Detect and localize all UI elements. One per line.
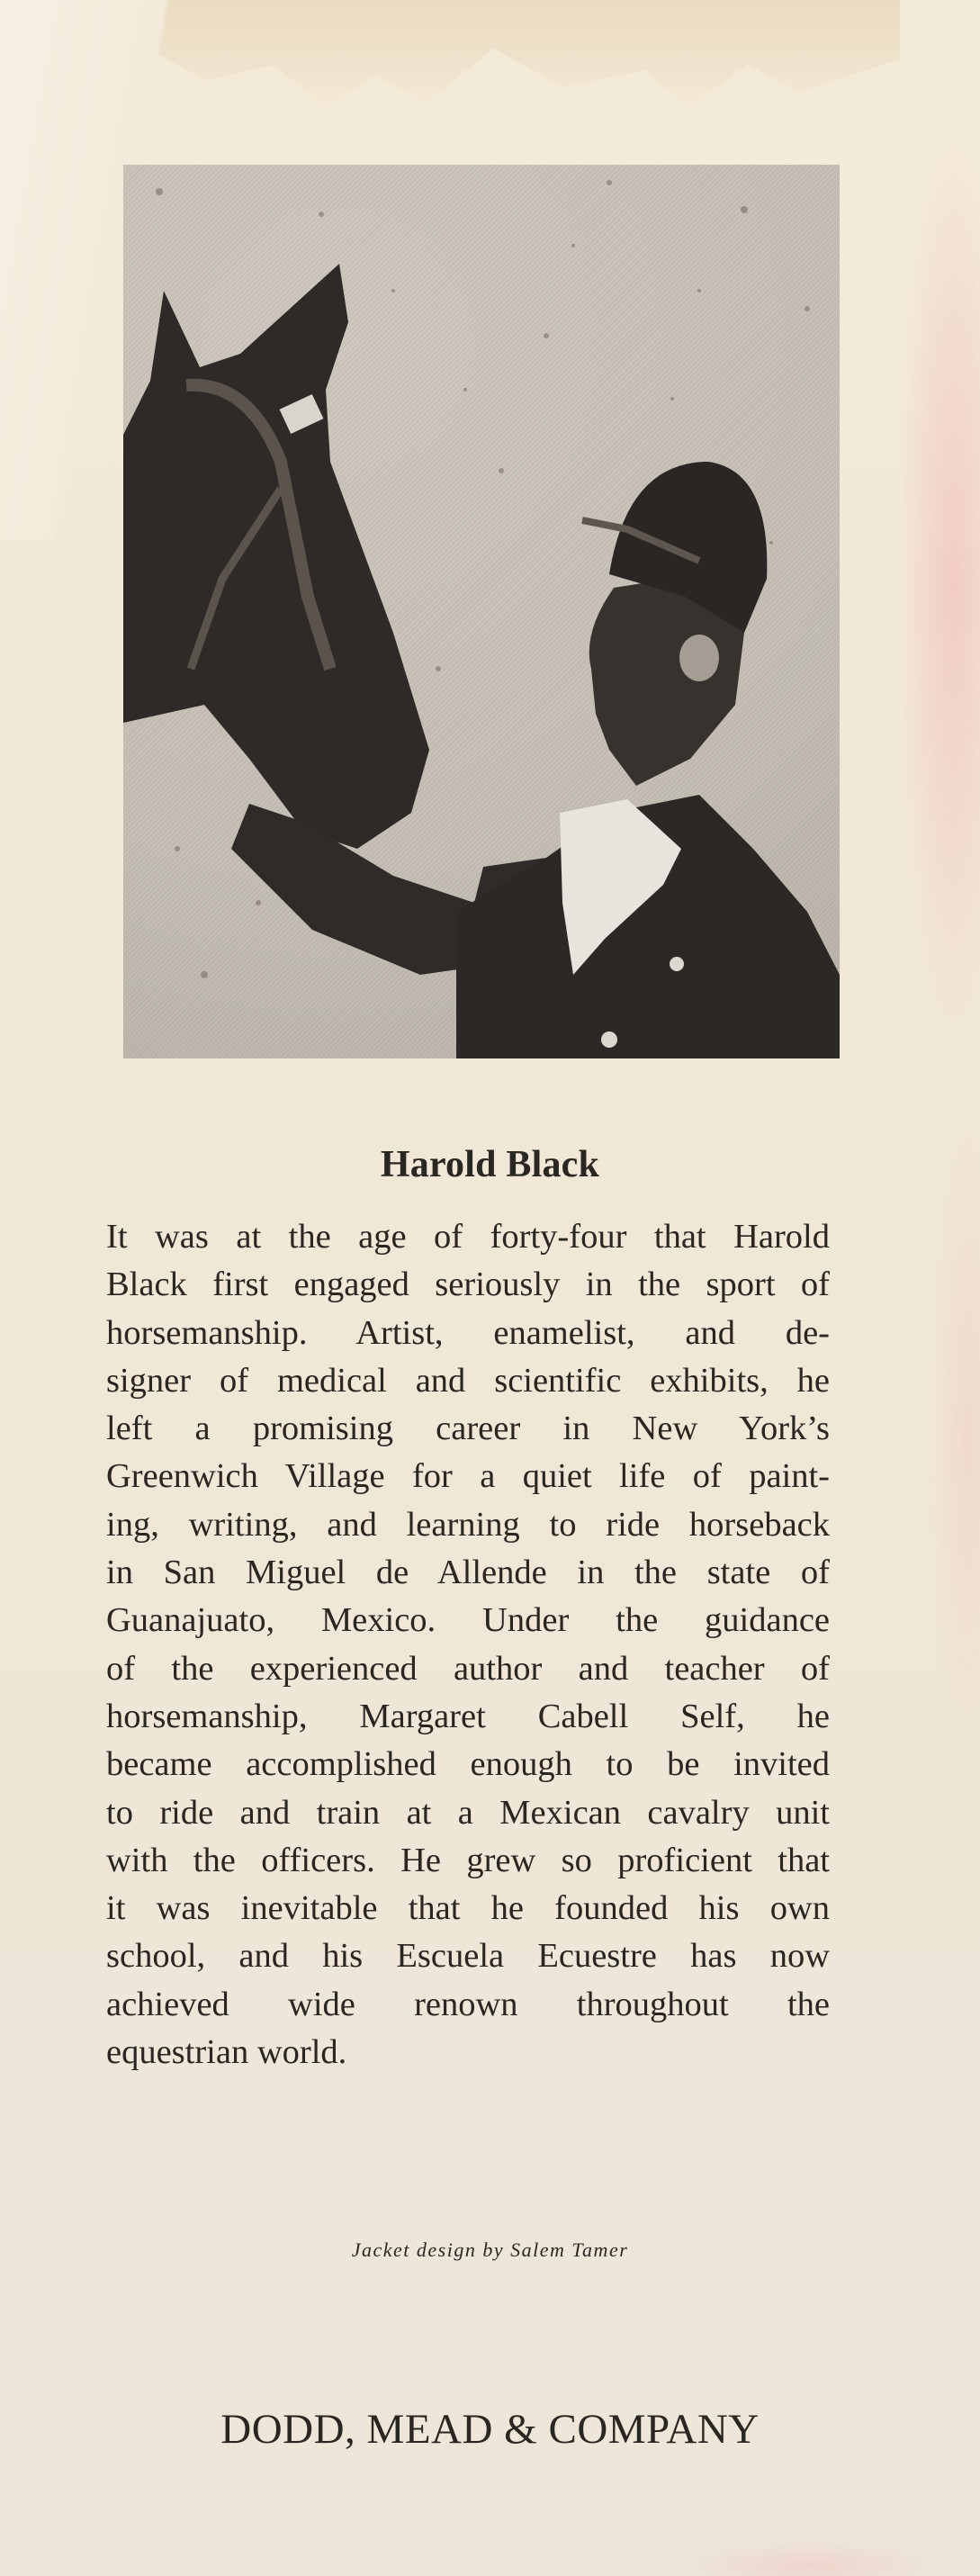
bio-line: ing, writing, and learning to ride horseback [106, 1505, 830, 1544]
bio-line: school, and his Escuela Ecuestre has now [106, 1937, 830, 1976]
bio-line: equestrian world. [106, 2033, 347, 2072]
bio-line: became accomplished enough to be invited [106, 1745, 830, 1784]
bio-line: with the officers. He grew so proficient that [106, 1841, 830, 1879]
bio-line: It was at the age of forty-four that Harold [106, 1218, 830, 1256]
bio-line: to ride and train at a Mexican cavalry unit [106, 1793, 830, 1832]
jacket-design-credit: Jacket design by Salem Tamer [351, 2238, 629, 2261]
author-biography [106, 1213, 830, 2076]
author-name-heading: Harold Black [380, 1144, 600, 1185]
bio-line: signer of medical and scientific exhibits, he [106, 1361, 830, 1400]
bio-line: it was inevitable that he founded his own [106, 1889, 830, 1928]
bio-line: of the experienced author and teacher of [106, 1649, 830, 1688]
bio-line: horsemanship, Margaret Cabell Self, he [106, 1697, 830, 1735]
author-photo [123, 165, 840, 1058]
bio-line: achieved wide renown throughout the [106, 1985, 830, 2023]
bio-line: Greenwich Village for a quiet life of paint- [106, 1457, 830, 1496]
bio-line: Black first engaged seriously in the sport of [106, 1265, 830, 1304]
bio-line: Guanajuato, Mexico. Under the guidance [106, 1601, 830, 1640]
horse-and-rider-illustration [123, 165, 840, 1058]
water-stain [54, 0, 900, 108]
bio-line: horsemanship. Artist, enamelist, and de- [106, 1313, 830, 1352]
bio-line: in San Miguel de Allende in the state of [106, 1554, 830, 1592]
bio-line: left a promising career in New York’s [106, 1410, 830, 1448]
publisher-name: DODD, MEAD & COMPANY [220, 2406, 760, 2453]
